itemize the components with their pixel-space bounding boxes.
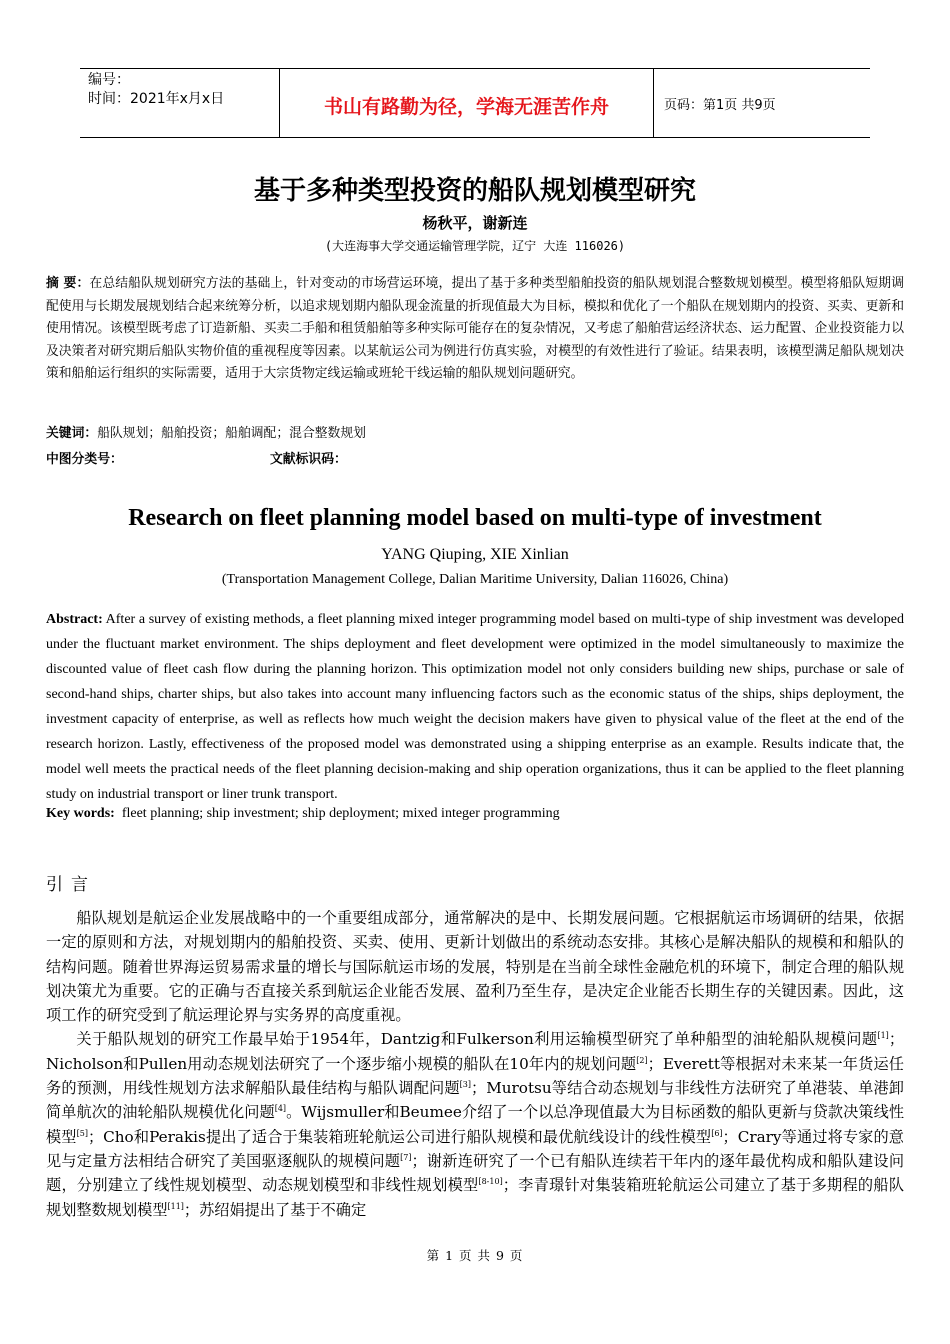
intro-text-segment: ；Nicholson和Pullen用动态规划法研究了一个逐步缩小规模的船队在10年内的规划问题	[46, 1030, 904, 1073]
authors-en: YANG Qiuping, XIE Xinlian	[381, 546, 569, 563]
keywords-cn-label: 关键词：	[46, 426, 98, 441]
citation: [7]	[400, 1152, 412, 1162]
page-header	[80, 68, 870, 138]
intro-text-segment: ；苏绍娟提出了基于不确定	[183, 1200, 367, 1219]
affiliation-cn: (大连海事大学交通运输管理学院，辽宁 大连 116026)	[324, 239, 626, 253]
authors-cn: 杨秋平，谢新连	[422, 214, 528, 232]
header-meta	[80, 69, 280, 137]
intro-text-segment: 关于船队规划的研究工作最早始于1954年，Dantzig和Fulkerson利用运输模型研究了单种船型的油轮船队规模问题	[76, 1030, 878, 1049]
page-footer: 第 1 页 共 9 页	[426, 1248, 524, 1263]
abstract-cn-label: 摘 要：	[46, 276, 90, 291]
intro-text-segment: ；Crary等通过将专家的意见与定量方法相结合研究了美国驱逐舰队的规模问题	[46, 1127, 904, 1170]
citation: [1]	[877, 1031, 889, 1041]
intro-text-segment: ；Murotsu等结合动态规划与非线性方法研究了单港装、单港卸简单航次的油轮船队规模优化问题	[46, 1079, 904, 1122]
intro-text-segment: 。Wijsmuller和Beumee介绍了一个以总净现值最大为目标函数的船队更新与贷款决策线性模型	[46, 1103, 905, 1146]
abstract-en-text: After a survey of existing methods, a fleet planning mixed integer programming model based on multi-type of ship investment was developed under the fluctuant market environment. The ships deployment and fleet development were optimized in the model simultaneously to maximize the discounted value of fleet cash flow during the planning horizon. This optimization model not only considers building new ships, purchase or sale of second-hand ships, charter ships, but also takes into account many influencing factors such as the economic status of the ships, ships deployment, the investment capacity of enterprise, as well as reflects how much weight the decision makers have given to physical value of the fleet at the end of the research horizon. Lastly, effectiveness of the proposed model was demonstrated using a shipping enterprise as an example. Results indicate that, the model well meets the practical needs of the fleet planning decision-making and ship operation organizations, thus it can be applied to the fleet planning study on industrial transport or liner trunk transport.	[46, 612, 904, 802]
citation: [6]	[711, 1128, 723, 1138]
keywords-en-label: Key words:	[46, 806, 115, 821]
clc-label: 中图分类号：	[46, 452, 123, 467]
keywords-en-text: fleet planning; ship investment; ship deployment; mixed integer programming	[114, 806, 560, 821]
time-label: 时间：2021年x月x日	[88, 91, 225, 107]
abstract-en	[46, 607, 904, 807]
paper-title-cn: 基于多种类型投资的船队规划模型研究	[253, 176, 696, 206]
citation: [8-10]	[478, 1177, 503, 1187]
keywords-cn-text: 船队规划；船舶投资；船舶调配；混合整数规划	[97, 426, 366, 441]
citation: [3]	[459, 1080, 472, 1090]
citation: [11]	[167, 1201, 184, 1211]
intro-text-segment: ；李青璟针对集装箱班轮航运公司建立了基于多期程的船队规划整数规划模型	[46, 1176, 905, 1219]
header-page-info: 页码：第1页 共9页	[664, 97, 776, 113]
citation: [5]	[76, 1128, 88, 1138]
intro-text-segment: ；Cho和Perakis提出了适合于集装箱班轮航运公司进行船队规模和最优航线设计的线性模型	[87, 1127, 712, 1146]
paper-title-en: Research on fleet planning model based on multi-type of investment	[128, 505, 822, 531]
keywords-en	[46, 806, 560, 822]
intro-text-segment: ；Everett等根据对未来某一年货运任务的预测，用线性规划方法求解船队最佳结构与船队调配问题	[46, 1054, 904, 1098]
citation: [2]	[636, 1055, 648, 1065]
abstract-cn	[46, 273, 904, 386]
keywords-cn	[46, 422, 366, 441]
intro-body	[46, 906, 904, 1222]
doc-code-label: 文献标识码：	[270, 452, 347, 467]
section-heading-intro: 引言	[46, 875, 96, 895]
intro-text-segment: ；谢新连研究了一个已有船队连续若干年内的逐年最优构成和船队建设问题，分别建立了线性规划模型、动态规划模型和非线性规划模型	[46, 1151, 905, 1195]
abstract-cn-text: 在总结船队规划研究方法的基础上，针对变动的市场营运环境，提出了基于多种类型船舶投资的船队规划混合整数规划模型。模型将船队短期调配使用与长期发展规划结合起来统筹分析，以追求规划期内船队现金流量的折现值最大为目标，模拟和优化了一个船队在规划期内的投资、买卖、更新和使用情况。该模型既考虑了订造新船、买卖二手船和租赁船舶等多种实际可能存在的复杂情况，又考虑了船舶营运经济状态、运力配置、企业投资能力以及决策者对研究期后船队实物价值的重视程度等因素。以某航运公司为例进行仿真实验，对模型的有效性进行了验证。结果表明，该模型满足船队规划决策和船舶运行组织的实际需要，适用于大宗货物定线运输或班轮干线运输的船队规划问题研究。	[46, 276, 904, 382]
header-motto: 书山有路勤为径，学海无涯苦作舟	[280, 69, 654, 137]
intro-paragraph-2	[46, 1027, 904, 1221]
intro-paragraph-1: 船队规划是航运企业发展战略中的一个重要组成部分，通常解决的是中、长期发展问题。它根据航运市场调研的结果，依据一定的原则和方法，对规划期内的船舶投资、买卖、使用、更新计划做出的系统动态安排。其核心是解决船队的规模和和船队的结构问题。随着世界海运贸易需求量的增长与国际航运市场的发展，特别是在当前全球性金融危机的环境下，制定合理的船队规划决策尤为重要。它的正确与否直接关系到航运企业能否发展、盈利乃至生存，是决定企业能否长期生存的关键因素。因此，这项工作的研究受到了航运理论界与实务界的高度重视。	[46, 909, 904, 1025]
abstract-en-label: Abstract:	[46, 612, 103, 627]
number-label: 编号：	[88, 72, 130, 88]
affiliation-en: (Transportation Management College, Dalian Maritime University, Dalian 116026, China)	[221, 572, 729, 587]
classification-row	[46, 448, 904, 467]
citation: [4]	[274, 1104, 287, 1114]
